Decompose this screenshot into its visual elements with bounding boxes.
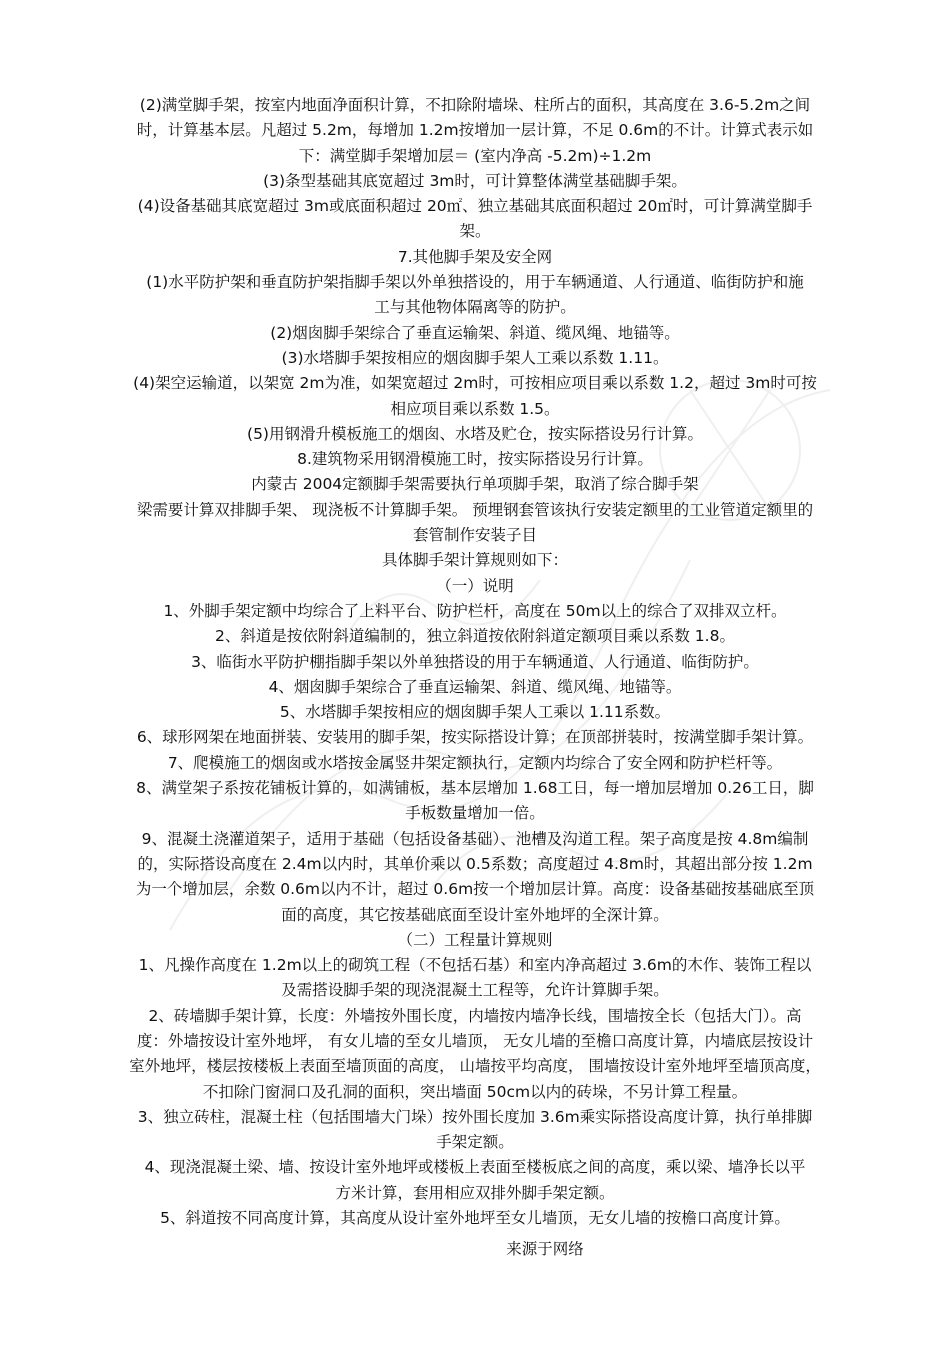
- text-line: 手架定额。: [436, 1133, 514, 1152]
- text-line: 6、球形网架在地面拼装、安装用的脚手架，按实际搭设计算；在顶部拼装时，按满堂脚手架计算。: [136, 728, 814, 747]
- text-line: 为一个增加层，余数 0.6m以内不计，超过 0.6m按一个增加层计算。高度：设备基础按基础底至顶: [135, 880, 815, 899]
- text-line: 9、混凝土浇灌道架子，适用于基础（包括设备基础）、池槽及沟道工程。架子高度是按 4.8m编制: [141, 829, 809, 848]
- text-line: (4)架空运输道，以架宽 2m为准，如架宽超过 2m时，可按相应项目乘以系数 1.2，超过 3m时可按: [133, 374, 817, 393]
- text-line: 工与其他物体隔离等的防护。: [374, 298, 576, 317]
- text-line: 手板数量增加一倍。: [405, 804, 545, 823]
- text-line: 2、斜道是按依附斜道编制的，独立斜道按依附斜道定额项目乘以系数 1.8。: [215, 627, 735, 646]
- text-line: （二）工程量计算规则: [397, 930, 553, 949]
- text-line: 8.建筑物采用钢滑模施工时，按实际搭设另行计算。: [297, 450, 653, 469]
- text-line: 时，计算基本层。凡超过 5.2m，每增加 1.2m按增加一层计算，不足 0.6m的不计。计算式表示如: [136, 121, 814, 140]
- text-line: (2)烟囱脚手架综合了垂直运输架、斜道、缆风绳、地锚等。: [270, 323, 680, 342]
- text-line: 7.其他脚手架及安全网: [397, 247, 553, 266]
- text-line: 5、水塔脚手架按相应的烟囱脚手架人工乘以 1.11系数。: [279, 703, 671, 722]
- text-line: (4)设备基础其底宽超过 3m或底面积超过 20㎡、独立基础其底面积超过 20㎡时，可计算满堂脚手: [137, 197, 813, 216]
- text-line: 方米计算，套用相应双排外脚手架定额。: [335, 1183, 615, 1202]
- text-line: 度：外墙按设计室外地坪， 有女儿墙的至女儿墙顶， 无女儿墙的至檐口高度计算，内墙底层按设计: [136, 1031, 814, 1050]
- text-line: 下：满堂脚手架增加层＝ (室内净高 -5.2m)÷1.2m: [298, 146, 652, 165]
- text-line: 及需搭设脚手架的现浇混凝土工程等，允许计算脚手架。: [281, 981, 669, 1000]
- text-line: (3)条型基础其底宽超过 3m时，可计算整体满堂基础脚手架。: [263, 171, 687, 190]
- text-line: 1、外脚手架定额中均综合了上料平台、防护栏杆，高度在 50m以上的综合了双排双立杆。: [163, 601, 787, 620]
- text-line: （一）说明: [436, 576, 514, 595]
- text-line: 不扣除门窗洞口及孔洞的面积，突出墙面 50cm以内的砖垛，不另计算工程量。: [202, 1082, 748, 1101]
- text-line: 2、砖墙脚手架计算，长度：外墙按外围长度，内墙按内墙净长线，围墙按全长（包括大门）。高: [148, 1006, 802, 1025]
- text-line: 4、烟囱脚手架综合了垂直运输架、斜道、缆风绳、地锚等。: [268, 677, 682, 696]
- text-line: 4、现浇混凝土梁、墙、按设计室外地坪或楼板上表面至楼板底之间的高度，乘以梁、墙净长以平: [144, 1158, 806, 1177]
- text-line: 3、独立砖柱，混凝土柱（包括围墙大门垛）按外围长度加 3.6m乘实际搭设高度计算，执行单排脚: [137, 1107, 813, 1126]
- document-body: [62, 93, 888, 1231]
- text-line: 套管制作安装子目: [412, 526, 537, 545]
- text-line: 7、爬模施工的烟囱或水塔按金属竖井架定额执行，定额内均综合了安全网和防护栏杆等。: [167, 753, 783, 772]
- text-line: 5、斜道按不同高度计算，其高度从设计室外地坪至女儿墙顶，无女儿墙的按檐口高度计算。: [160, 1209, 790, 1228]
- text-line: 室外地坪，楼层按楼板上表面至墙顶面的高度， 山墙按平均高度， 围墙按设计室外地坪至墙顶高度，: [129, 1057, 821, 1076]
- text-line: 的，实际搭设高度在 2.4m以内时，其单价乘以 0.5系数；高度超过 4.8m时，其超出部分按 1.2m: [137, 854, 813, 873]
- text-line: 内蒙古 2004定额脚手架需要执行单项脚手架，取消了综合脚手架: [251, 475, 699, 494]
- text-line: (3)水塔脚手架按相应的烟囱脚手架人工乘以系数 1.11。: [281, 348, 669, 367]
- text-line: 面的高度，其它按基础底面至设计室外地坪的全深计算。: [281, 905, 669, 924]
- text-line: 8、满堂架子系按花铺板计算的，如满铺板，基本层增加 1.68工日，每一增加层增加 0.26工日，脚: [136, 779, 814, 798]
- text-line: 具体脚手架计算规则如下：: [381, 551, 568, 570]
- text-line: 梁需要计算双排脚手架、 现浇板不计算脚手架。 预埋钢套管该执行安装定额里的工业管道定额里的: [136, 500, 814, 519]
- text-line: 1、凡操作高度在 1.2m以上的砌筑工程（不包括石基）和室内净高超过 3.6m的木作、装饰工程以: [138, 956, 812, 975]
- text-line: 相应项目乘以系数 1.5。: [390, 399, 560, 418]
- text-line: 架。: [459, 222, 491, 241]
- text-line: 3、临街水平防护棚指脚手架以外单独搭设的用于车辆通道、人行通道、临街防护。: [191, 652, 759, 671]
- text-line: (1)水平防护架和垂直防护架指脚手架以外单独搭设的，用于车辆通道、人行通道、临街防护和施: [146, 273, 804, 292]
- text-line: (2)满堂脚手架，按室内地面净面积计算，不扣除附墙垛、柱所占的面积，其高度在 3.6-5.2m之间: [139, 96, 811, 114]
- footer-source-note: 来源于网络: [506, 1240, 584, 1258]
- text-line: (5)用钢滑升模板施工的烟囱、水塔及贮仓，按实际搭设另行计算。: [247, 424, 703, 443]
